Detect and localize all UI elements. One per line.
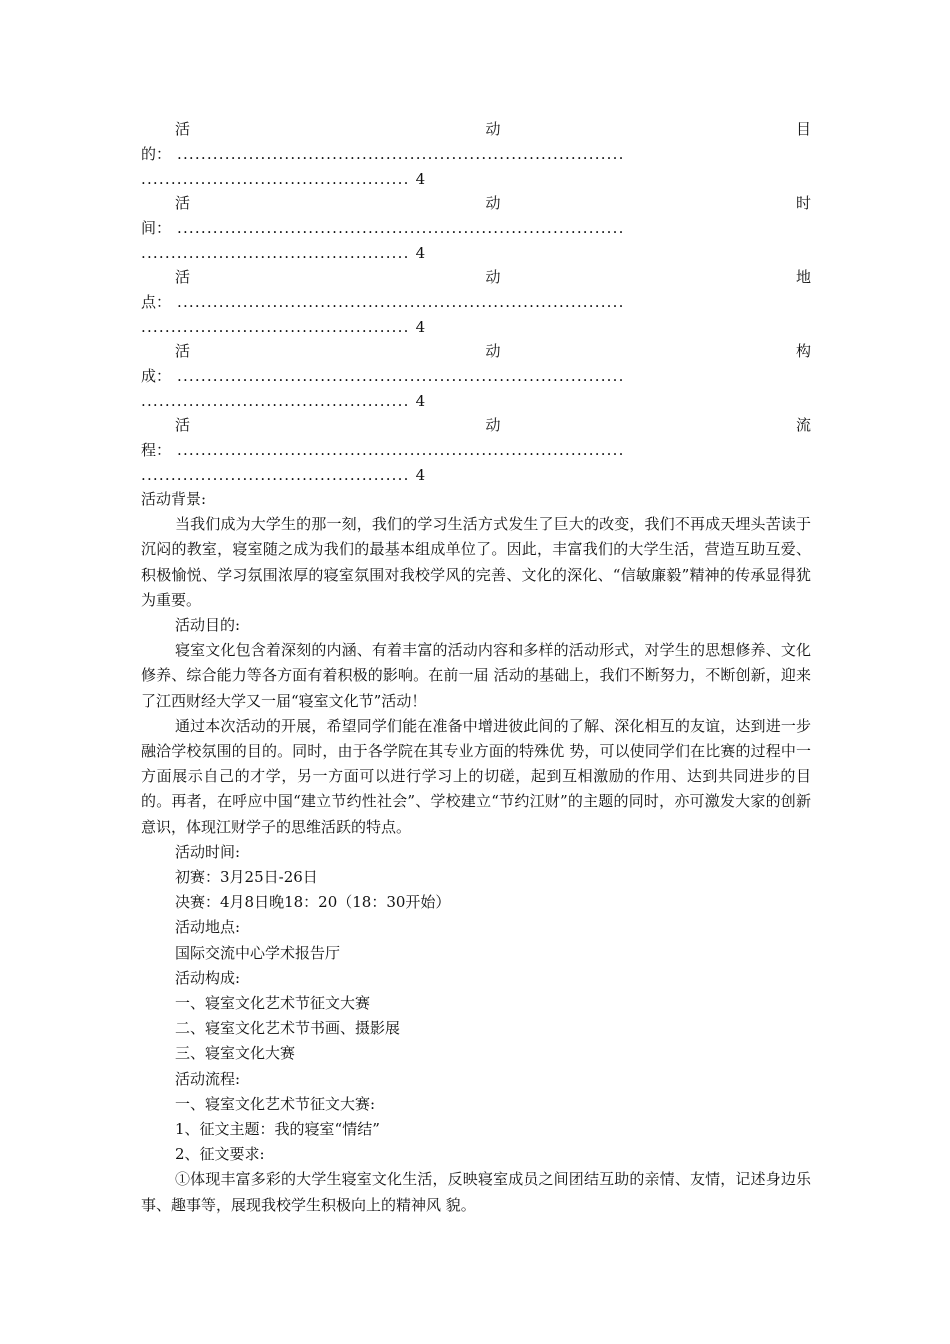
toc-char: 活 (175, 416, 191, 434)
process-line: 2、征文要求: (175, 1145, 265, 1164)
toc-tail: 程： (141, 441, 172, 459)
toc-page-number: 4 (415, 391, 426, 410)
composition-item: 三、寝室文化大赛 (175, 1044, 296, 1063)
process-requirement: ①体现丰富多彩的大学生寝室文化生活，反映寝室成员之间团结互助的亲情、友情，记述身边乐事、趣事等，展现我校学生积极向上的精神风 貌。 (141, 1170, 811, 1214)
toc-leader: ............................................. (141, 391, 410, 410)
toc-tail: 间： (141, 219, 172, 237)
process-line: 1、征文主题：我的寝室“情结” (175, 1120, 380, 1139)
composition-item: 二、寝室文化艺术节书画、摄影展 (175, 1019, 401, 1038)
location-heading: 活动地点: (175, 918, 241, 937)
toc-leader: ............................................. (141, 317, 410, 336)
toc-entry-time[interactable] (141, 191, 811, 265)
toc-leader: ........................................................................... (171, 441, 625, 459)
toc-char: 动 (485, 194, 501, 212)
location-value: 国际交流中心学术报告厅 (175, 943, 341, 962)
toc-char: 流 (795, 416, 811, 434)
toc-char: 活 (175, 194, 191, 212)
toc-entry-purpose[interactable] (141, 117, 811, 191)
table-of-contents (141, 117, 811, 487)
toc-leader: ........................................................................... (171, 293, 625, 311)
toc-char: 活 (175, 268, 191, 286)
toc-page-number: 4 (415, 317, 426, 336)
toc-leader: ........................................................................... (171, 145, 625, 163)
document-content (141, 117, 811, 1218)
composition-heading: 活动构成: (175, 968, 241, 987)
background-paragraph: 当我们成为大学生的那一刻，我们的学习生活方式发生了巨大的改变，我们不再成天埋头苦读于沉闷的教室，寝室随之成为我们的最基本组成单位了。因此，丰富我们的大学生活，营造互助互爱、积极愉悦、学习氛围浓厚的寝室氛围对我校学风的完善、文化的深化、“信敏廉毅”精神的传承显得犹为重要。 (141, 515, 811, 609)
time-final: 决赛：4月8日晚18：20（18：30开始） (175, 893, 451, 912)
toc-char: 活 (175, 120, 191, 138)
toc-leader: ............................................. (141, 243, 410, 262)
toc-tail: 的： (141, 145, 172, 163)
process-line: 一、寝室文化艺术节征文大赛: (175, 1094, 376, 1113)
toc-entry-location[interactable] (141, 265, 811, 339)
toc-char: 动 (485, 120, 501, 138)
toc-entry-composition[interactable] (141, 339, 811, 413)
process-heading: 活动流程: (175, 1069, 241, 1088)
toc-char: 目 (795, 120, 811, 138)
toc-char: 动 (485, 268, 501, 286)
toc-leader: ........................................................................... (171, 367, 625, 385)
toc-leader: ............................................. (141, 465, 410, 484)
toc-char: 动 (485, 342, 501, 360)
toc-char: 动 (485, 416, 501, 434)
toc-page-number: 4 (415, 243, 426, 262)
toc-char: 活 (175, 342, 191, 360)
background-heading: 活动背景: (141, 490, 207, 508)
toc-entry-process[interactable] (141, 413, 811, 487)
toc-tail: 点： (141, 293, 172, 311)
purpose-paragraph-1: 寝室文化包含着深刻的内涵、有着丰富的活动内容和多样的活动形式，对学生的思想修养、文化修养、综合能力等各方面有着积极的影响。在前一届 活动的基础上，我们不断努力，不断创新，迎来了江西财经大学又一届“寝室文化节”活动！ (141, 641, 811, 710)
toc-char: 构 (795, 342, 811, 360)
toc-char: 地 (795, 268, 811, 286)
purpose-heading: 活动目的: (175, 616, 241, 635)
toc-tail: 成： (141, 367, 172, 385)
toc-leader: ............................................. (141, 169, 410, 188)
toc-leader: ........................................................................... (171, 219, 625, 237)
composition-item: 一、寝室文化艺术节征文大赛 (175, 994, 371, 1013)
toc-page-number: 4 (415, 169, 426, 188)
toc-char: 时 (795, 194, 811, 212)
time-prelim: 初赛：3月25日-26日 (175, 868, 318, 887)
time-heading: 活动时间: (175, 842, 241, 861)
purpose-paragraph-2: 通过本次活动的开展，希望同学们能在准备中增进彼此间的了解、深化相互的友谊，达到进一步融洽学校氛围的目的。同时，由于各学院在其专业方面的特殊优 势，可以使同学们在比赛的过程中一方面展示自己的才学，另一方面可以进行学习上的切磋，起到互相激励的作用、达到共同进步的目的。再者，在呼应中国“建立节约性社会”、学校建立“节约江财”的主题的同时，亦可激发大家的创新意识，体现江财学子的思维活跃的特点。 (141, 716, 811, 836)
toc-page-number: 4 (415, 465, 426, 484)
